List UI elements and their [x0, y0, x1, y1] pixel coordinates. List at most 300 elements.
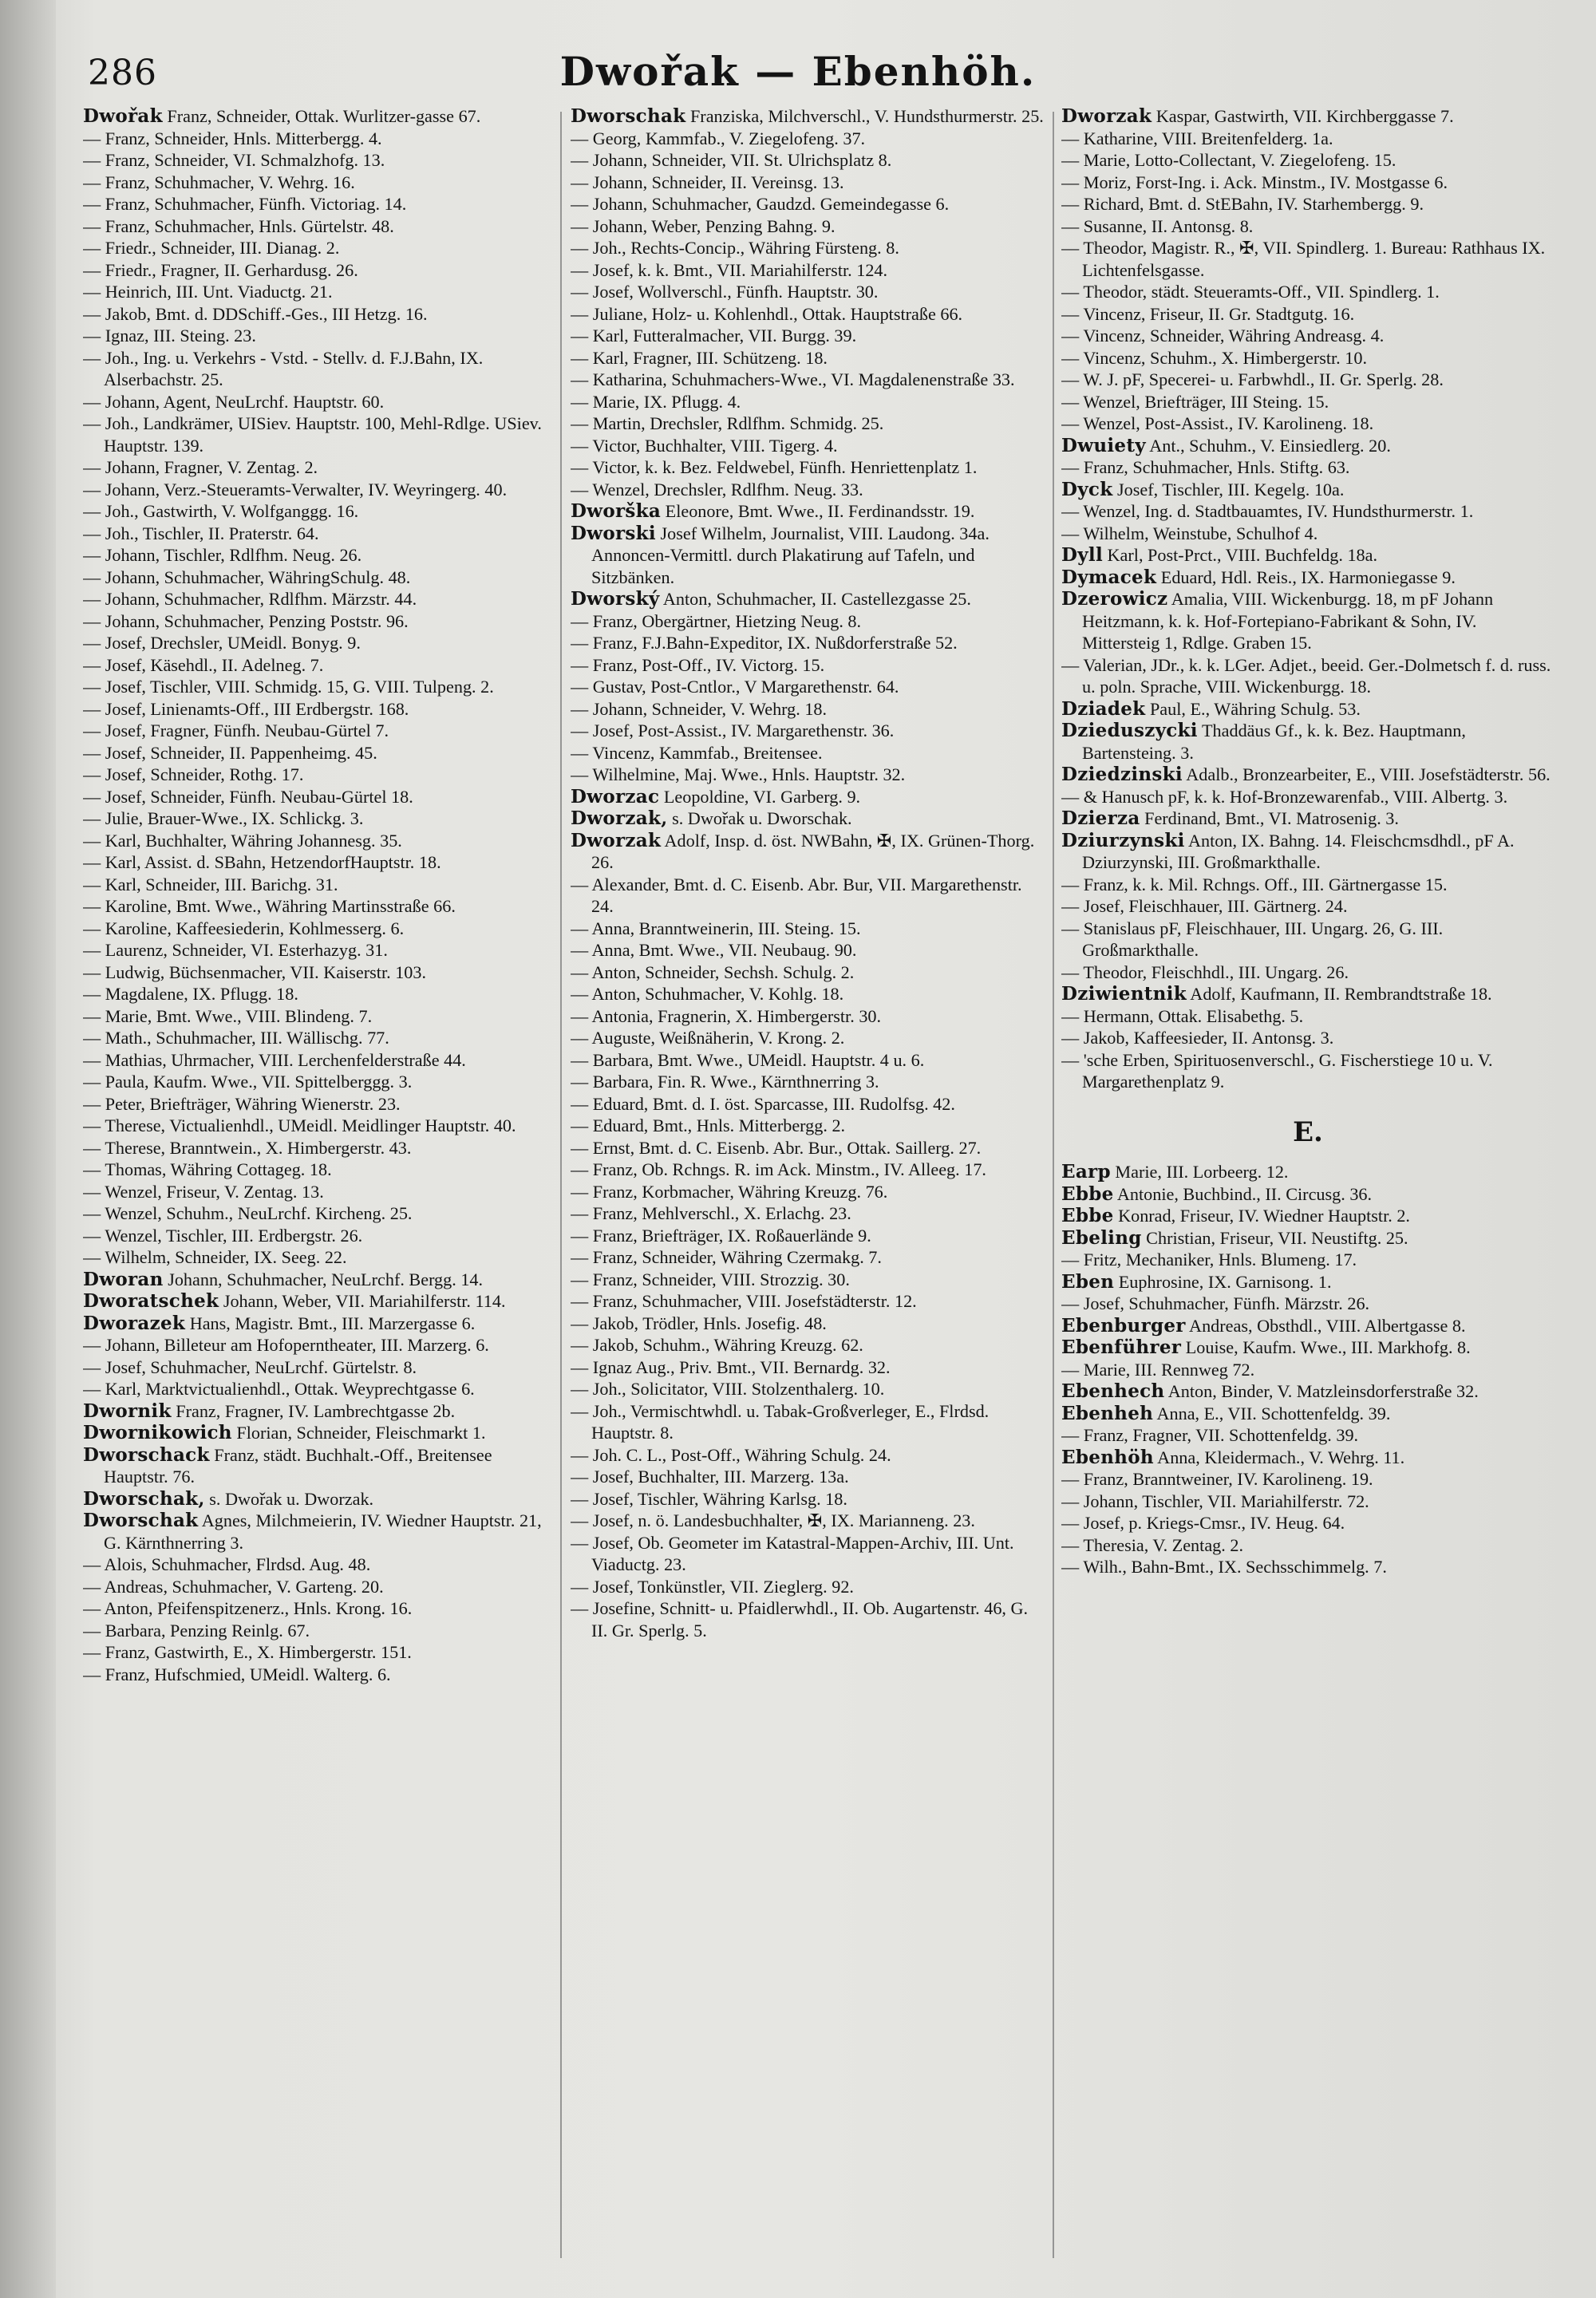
directory-entry [83, 939, 554, 961]
directory-entry [83, 1488, 554, 1510]
entry-text: Florian, Schneider, Fleischmarkt 1. [231, 1423, 486, 1443]
entry-text: — Wenzel, Drechsler, Rdlfhm. Neug. 33. [571, 479, 863, 499]
directory-entry [571, 523, 1048, 589]
directory-entry [83, 588, 554, 610]
entry-text: — Barbara, Bmt. Wwe., UMeidl. Hauptstr. 4 u. 6. [571, 1049, 925, 1070]
directory-entry [1061, 500, 1555, 523]
directory-entry [1061, 413, 1555, 435]
directory-entry [571, 1093, 1048, 1115]
entry-text: — Josef, p. Kriegs-Cmsr., IV. Heug. 64. [1061, 1513, 1345, 1533]
entry-text: — Friedr., Fragner, II. Gerhardusg. 26. [83, 259, 358, 280]
directory-entry [83, 1071, 554, 1093]
entry-text: — Josef, Schneider, Rothg. 17. [83, 764, 304, 784]
entry-text: — Franz, k. k. Mil. Rchngs. Off., III. Gärtnergasse 15. [1061, 874, 1448, 894]
directory-entry [83, 391, 554, 413]
entry-text: Kaspar, Gastwirth, VII. Kirchberggasse 7. [1152, 106, 1454, 126]
entry-text: — Victor, k. k. Bez. Feldwebel, Fünfh. Henriettenplatz 1. [571, 457, 978, 477]
entry-text: — Vincenz, Kammfab., Breitensee. [571, 742, 823, 763]
directory-column-1 [83, 105, 554, 2260]
directory-entry [571, 303, 1048, 326]
entry-text: — Wenzel, Briefträger, III Steing. 15. [1061, 391, 1329, 412]
directory-entry [571, 281, 1048, 303]
entry-text: — Antonia, Fragnerin, X. Himbergerstr. 30. [571, 1005, 882, 1026]
directory-entry [1061, 479, 1555, 501]
surname-heading: Dworschak, [83, 1487, 205, 1510]
entry-text: — Martin, Drechsler, Rdlfhm. Schmidg. 25. [571, 413, 884, 433]
directory-entry [1061, 1315, 1555, 1337]
directory-entry [83, 215, 554, 238]
entry-text: — Moriz, Forst-Ing. i. Ack. Minstm., IV. Mostgasse 6. [1061, 172, 1448, 192]
directory-entry [571, 830, 1048, 874]
surname-heading: Dziadek [1061, 697, 1146, 720]
entry-text: — 'sche Erben, Spirituosenverschl., G. Fischerstiege 10 u. V. Margarethenplatz 9. [1061, 1049, 1493, 1092]
directory-entry [571, 1576, 1048, 1598]
entry-text: Amalia, VIII. Wickenburgg. 18, m pF Johann Heitzmann, k. k. Hof-Fortepiano-Fabrikant & Sohn, IV. Mittersteig 1, Rdlge. Graben 15. [1082, 589, 1494, 653]
directory-entry [571, 1225, 1048, 1247]
entry-text: — Auguste, Weißnäherin, V. Krong. 2. [571, 1028, 845, 1048]
directory-entry [571, 500, 1048, 523]
directory-entry [83, 807, 554, 830]
directory-entry [1061, 1491, 1555, 1513]
directory-entry [1061, 786, 1555, 808]
directory-entry [83, 830, 554, 852]
entry-text: — Andreas, Schuhmacher, V. Garteng. 20. [83, 1576, 384, 1597]
directory-entry [83, 1027, 554, 1049]
entry-text: — Franz, Briefträger, IX. Roßauerlände 9. [571, 1225, 871, 1246]
entry-text: — Ignaz, III. Steing. 23. [83, 326, 256, 345]
entry-text: — Jakob, Kaffeesieder, II. Antonsg. 3. [1061, 1028, 1334, 1048]
directory-entry [83, 1664, 554, 1686]
entry-text: s. Dwořak u. Dworschak. [667, 808, 852, 828]
page-number: 286 [88, 53, 157, 93]
directory-entry [1061, 1556, 1555, 1578]
directory-column-2 [571, 105, 1048, 2260]
directory-entry [1061, 128, 1555, 150]
entry-text: — Vincenz, Schneider, Währing Andreasg. 4. [1061, 326, 1385, 345]
directory-entry [571, 1071, 1048, 1093]
entry-text: Anna, E., VII. Schottenfeldg. 39. [1153, 1403, 1391, 1423]
entry-text: Johann, Weber, VII. Mariahilferstr. 114. [219, 1291, 506, 1311]
entry-text: — Wenzel, Schuhm., NeuLrchf. Kircheng. 25. [83, 1203, 413, 1223]
entry-text: — Joh., Solicitator, VIII. Stolzenthalerg. 10. [571, 1379, 885, 1399]
surname-heading: Dworzak [571, 829, 662, 851]
entry-text: — Franz, Mehlverschl., X. Erlachg. 23. [571, 1203, 851, 1223]
directory-entry [83, 1400, 554, 1423]
entry-text: — Jakob, Trödler, Hnls. Josefig. 48. [571, 1313, 827, 1333]
directory-entry [571, 435, 1048, 457]
directory-entry [83, 149, 554, 172]
entry-text: — Josef, Fragner, Fünfh. Neubau-Gürtel 7. [83, 721, 389, 740]
directory-entry [1061, 1249, 1555, 1271]
entry-text: — Johann, Schuhmacher, Gaudzd. Gemeindegasse 6. [571, 194, 950, 214]
entry-text: — Franz, Schneider, VI. Schmalzhofg. 13. [83, 150, 385, 170]
directory-entry [1061, 369, 1555, 391]
directory-entry [83, 105, 554, 128]
directory-entry [83, 1181, 554, 1203]
column-divider [560, 112, 562, 2258]
directory-entry [571, 1049, 1048, 1072]
entry-text: — Alois, Schuhmacher, Flrdsd. Aug. 48. [83, 1554, 371, 1574]
entry-text: — Jakob, Schuhm., Währing Kreuzg. 62. [571, 1335, 863, 1355]
entry-text: Franziska, Milchverschl., V. Hundsthurmerstr. 25. [685, 106, 1044, 126]
entry-text: — Theresia, V. Zentag. 2. [1061, 1534, 1243, 1555]
surname-heading: Eben [1061, 1270, 1115, 1293]
directory-entry [83, 742, 554, 764]
surname-heading: Ebenburger [1061, 1314, 1186, 1337]
directory-entry [571, 1137, 1048, 1159]
directory-entry [571, 1159, 1048, 1181]
surname-heading: Dziurzynski [1061, 829, 1185, 851]
surname-heading: Dworschak [571, 105, 686, 127]
entry-text: — Alexander, Bmt. d. C. Eisenb. Abr. Bur, VII. Margarethenstr. 24. [571, 874, 1022, 916]
directory-entry [83, 1246, 554, 1269]
directory-entry [1061, 1337, 1555, 1359]
entry-text: — Peter, Briefträger, Währing Wienerstr. 23. [83, 1093, 401, 1114]
entry-text: — Johann, Weber, Penzing Bahng. 9. [571, 215, 836, 236]
directory-entry [1061, 391, 1555, 413]
directory-entry [1061, 830, 1555, 874]
entry-text: Adolf, Kaufmann, II. Rembrandtstraße 18. [1186, 984, 1492, 1004]
entry-text: Louise, Kaufm. Wwe., III. Markhofg. 8. [1181, 1337, 1471, 1357]
entry-text: — Anton, Pfeifenspitzenerz., Hnls. Krong. 16. [83, 1598, 413, 1618]
entry-text: Karl, Post-Prct., VIII. Buchfeldg. 18a. [1102, 545, 1378, 565]
directory-entry [571, 479, 1048, 501]
directory-entry [83, 193, 554, 215]
entry-text: — Anna, Bmt. Wwe., VII. Neubaug. 90. [571, 940, 857, 960]
directory-entry [1061, 1293, 1555, 1315]
directory-entry [571, 676, 1048, 698]
entry-text: — Franz, Fragner, VII. Schottenfeldg. 39. [1061, 1425, 1359, 1445]
entry-text: — Franz, Hufschmied, UMeidl. Walterg. 6. [83, 1664, 391, 1684]
entry-text: — Gustav, Post-Cntlor., V Margarethenstr. 64. [571, 677, 899, 697]
entry-text: — Hermann, Ottak. Elisabethg. 5. [1061, 1005, 1304, 1026]
directory-entry [83, 413, 554, 456]
entry-text: — Josef, n. ö. Landesbuchhalter, ✠, IX. Marianneng. 23. [571, 1510, 975, 1530]
directory-entry [571, 632, 1048, 654]
entry-text: Thaddäus Gf., k. k. Bez. Hauptmann, Bartensteing. 3. [1082, 721, 1466, 763]
surname-heading: Dzerowicz [1061, 588, 1168, 610]
entry-text: — Barbara, Fin. R. Wwe., Kärnthnerring 3. [571, 1072, 879, 1092]
directory-entry [571, 1532, 1048, 1576]
surname-heading: Dworška [571, 500, 662, 522]
directory-entry [571, 391, 1048, 413]
entry-text: — Juliane, Holz- u. Kohlenhdl., Ottak. Hauptstraße 66. [571, 303, 963, 324]
directory-entry [571, 1597, 1048, 1641]
directory-entry [1061, 1161, 1555, 1183]
directory-entry [1061, 1005, 1555, 1028]
directory-entry [571, 1027, 1048, 1049]
directory-entry [1061, 1049, 1555, 1093]
directory-entry [83, 720, 554, 742]
entry-text: s. Dwořak u. Dworzak. [204, 1488, 374, 1509]
directory-entry [571, 588, 1048, 610]
entry-text: Euphrosine, IX. Garnisong. 1. [1114, 1271, 1332, 1292]
entry-text: — Vincenz, Friseur, II. Gr. Stadtgutg. 16. [1061, 303, 1355, 324]
entry-text: — Josef, Schneider, II. Pappenheimg. 45. [83, 742, 377, 763]
directory-entry [1061, 237, 1555, 281]
directory-entry [571, 128, 1048, 150]
directory-entry [1061, 961, 1555, 984]
entry-text: Eleonore, Bmt. Wwe., II. Ferdinandsstr. 19. [661, 501, 975, 521]
directory-entry [1061, 303, 1555, 326]
entry-text: — Magdalene, IX. Pflugg. 18. [83, 984, 298, 1004]
directory-entry [83, 851, 554, 874]
directory-entry [571, 610, 1048, 633]
entry-text: — Josef, Linienamts-Off., III Erdbergstr. 168. [83, 698, 409, 719]
entry-text: — Wenzel, Tischler, III. Erdbergstr. 26. [83, 1225, 363, 1246]
directory-entry [1061, 588, 1555, 654]
entry-text: — Franz, Schuhmacher, VIII. Josefstädterstr. 12. [571, 1291, 917, 1311]
entry-text: — Therese, Victualienhdl., UMeidl. Meidlinger Hauptstr. 40. [83, 1115, 516, 1135]
directory-entry [571, 193, 1048, 215]
entry-text: — Wilhelm, Weinstube, Schulhof 4. [1061, 523, 1318, 543]
directory-entry [571, 1378, 1048, 1400]
directory-entry [571, 1334, 1048, 1356]
directory-entry [1061, 523, 1555, 545]
directory-entry [571, 1246, 1048, 1269]
entry-text: — Vincenz, Schuhm., X. Himbergerstr. 10. [1061, 347, 1367, 368]
entry-text: — Karl, Futteralmacher, VII. Burgg. 39. [571, 326, 857, 345]
entry-text: Christian, Friseur, VII. Neustiftg. 25. [1141, 1227, 1408, 1248]
directory-entry [571, 786, 1048, 808]
entry-text: — Joh., Gastwirth, V. Wolfganggg. 16. [83, 501, 359, 521]
directory-entry [571, 918, 1048, 940]
directory-entry [571, 1202, 1048, 1225]
entry-text: — Johann, Schuhmacher, Penzing Poststr. 96. [83, 610, 409, 631]
entry-text: — Josef, Post-Assist., IV. Margarethenstr. 36. [571, 721, 895, 740]
surname-heading: Dwořak [83, 105, 163, 127]
entry-text: — Franz, Schneider, Hnls. Mitterbergg. 4. [83, 128, 382, 148]
directory-entry [83, 500, 554, 523]
directory-entry [571, 807, 1048, 830]
surname-heading: Dworschack [83, 1443, 210, 1466]
entry-text: Anna, Kleidermach., V. Wehrg. 11. [1153, 1447, 1405, 1467]
entry-text: — Josef, Drechsler, UMeidl. Bonyg. 9. [83, 633, 361, 653]
entry-text: — Franz, Schuhmacher, V. Wehrg. 16. [83, 172, 355, 192]
directory-entry [83, 281, 554, 303]
directory-entry [83, 259, 554, 282]
directory-entry [83, 1137, 554, 1159]
entry-text: — Josef, Schuhmacher, Fünfh. Märzstr. 26. [1061, 1293, 1370, 1313]
entry-text: — Josefine, Schnitt- u. Pfaidlerwhdl., II. Ob. Augartenstr. 46, G. II. Gr. Sperlg. 5. [571, 1598, 1029, 1641]
surname-heading: Ebenheh [1061, 1402, 1154, 1424]
entry-text: — Johann, Schneider, V. Wehrg. 18. [571, 698, 828, 719]
entry-text: — Therese, Branntwein., X. Himbergerstr. 43. [83, 1137, 412, 1158]
directory-entry [571, 1269, 1048, 1291]
directory-entry [83, 895, 554, 918]
page-title: Dwořak — Ebenhöh. [559, 48, 1037, 95]
surname-heading: Dziedzinski [1061, 764, 1183, 785]
directory-entry [571, 149, 1048, 172]
directory-entry [83, 632, 554, 654]
directory-entry [571, 413, 1048, 435]
directory-entry [1061, 325, 1555, 347]
directory-entry [1061, 1205, 1555, 1227]
entry-text: — Josef, Schuhmacher, NeuLrchf. Gürtelstr. 8. [83, 1356, 417, 1377]
directory-entry [1061, 456, 1555, 479]
entry-text: — Johann, Billeteur am Hofoperntheater, III. Marzerg. 6. [83, 1335, 489, 1355]
directory-entry [571, 939, 1048, 961]
directory-entry [83, 676, 554, 698]
directory-entry [1061, 435, 1555, 457]
directory-entry [83, 1334, 554, 1356]
directory-entry [83, 347, 554, 391]
directory-entry [571, 742, 1048, 764]
directory-entry [1061, 1227, 1555, 1250]
directory-entry [1061, 567, 1555, 589]
directory-entry [571, 1356, 1048, 1379]
entry-text: Hans, Magistr. Bmt., III. Marzergasse 6. [185, 1313, 476, 1333]
directory-entry [83, 1115, 554, 1137]
entry-text: — Friedr., Schneider, III. Dianag. 2. [83, 238, 340, 258]
directory-entry [1061, 1380, 1555, 1403]
entry-text: — Eduard, Bmt. d. I. öst. Sparcasse, III. Rudolfsg. 42. [571, 1093, 955, 1114]
directory-entry [83, 567, 554, 589]
entry-text: — Franz, Schuhmacher, Hnls. Gürtelstr. 48. [83, 215, 394, 236]
directory-entry [1061, 1468, 1555, 1491]
surname-heading: Dworschak [83, 1510, 199, 1531]
entry-text: — Karoline, Kaffeesiederin, Kohlmesserg. 6. [83, 918, 405, 938]
entry-text: Marie, III. Lorbeerg. 12. [1110, 1162, 1289, 1182]
entry-text: — Josef, Ob. Geometer im Katastral-Mappen-Archiv, III. Unt. Viaductg. 23. [571, 1532, 1014, 1574]
directory-entry [571, 654, 1048, 677]
surname-heading: Dzierza [1061, 807, 1140, 829]
surname-heading: Dworski [571, 522, 656, 544]
directory-entry [571, 172, 1048, 194]
entry-text: — Marie, III. Rennweg 72. [1061, 1359, 1255, 1380]
directory-entry [571, 347, 1048, 369]
directory-entry [1061, 1534, 1555, 1557]
entry-text: — Karoline, Bmt. Wwe., Währing Martinsstraße 66. [83, 896, 456, 916]
entry-text: Paul, E., Währing Schulg. 53. [1145, 698, 1361, 719]
directory-entry [83, 456, 554, 479]
entry-text: — Katharine, VIII. Breitenfelderg. 1a. [1061, 128, 1333, 148]
directory-entry [83, 1290, 554, 1313]
directory-entry [1061, 764, 1555, 786]
entry-text: — Joh., Vermischtwhdl. u. Tabak-Großverleger, E., Flrdsd. Hauptstr. 8. [571, 1400, 990, 1443]
directory-entry [1061, 281, 1555, 303]
entry-text: — Ernst, Bmt. d. C. Eisenb. Abr. Bur., Ottak. Saillerg. 27. [571, 1137, 982, 1158]
directory-entry [1061, 1424, 1555, 1447]
entry-text: — Franz, Ob. Rchngs. R. im Ack. Minstm., IV. Alleeg. 17. [571, 1159, 986, 1179]
directory-entry [1061, 807, 1555, 830]
entry-text: — Susanne, II. Antonsg. 8. [1061, 215, 1254, 236]
entry-text: — Josef, Wollverschl., Fünfh. Hauptstr. 30. [571, 282, 879, 302]
directory-entry [571, 1488, 1048, 1510]
directory-entry [571, 1005, 1048, 1028]
entry-text: Andreas, Obsthdl., VIII. Albertgasse 8. [1185, 1315, 1466, 1336]
directory-entry [571, 259, 1048, 282]
surname-heading: Dworzak [1061, 105, 1152, 127]
directory-entry [1061, 1403, 1555, 1425]
directory-entry [83, 1159, 554, 1181]
entry-text: — Johann, Schuhmacher, WähringSchulg. 48. [83, 567, 411, 587]
entry-text: — Richard, Bmt. d. StEBahn, IV. Starhembergg. 9. [1061, 194, 1424, 214]
entry-text: — Johann, Schneider, VII. St. Ulrichsplatz 8. [571, 150, 892, 170]
entry-text: Agnes, Milchmeierin, IV. Wiedner Hauptstr. 21, G. Kärnthnerring 3. [104, 1510, 542, 1553]
directory-entry [571, 1290, 1048, 1313]
entry-text: — Joh., Ing. u. Verkehrs - Vstd. - Stellv. d. F.J.Bahn, IX. Alserbachstr. 25. [83, 347, 484, 389]
directory-entry [571, 1444, 1048, 1467]
directory-entry [83, 1202, 554, 1225]
directory-entry [83, 523, 554, 545]
directory-entry [83, 698, 554, 721]
directory-entry [1061, 149, 1555, 172]
entry-text: — Theodor, städt. Steueramts-Off., VII. Spindlerg. 1. [1061, 282, 1440, 302]
entry-text: — Victor, Buchhalter, VIII. Tigerg. 4. [571, 435, 838, 456]
directory-entry [83, 1225, 554, 1247]
entry-text: Franz, städt. Buchhalt.-Off., Breitensee Hauptstr. 76. [104, 1444, 492, 1487]
surname-heading: Ebeling [1061, 1226, 1142, 1249]
directory-entry [571, 874, 1048, 918]
directory-entry [83, 1444, 554, 1488]
entry-text: — Laurenz, Schneider, VI. Esterhazyg. 31. [83, 940, 388, 960]
directory-entry [1061, 698, 1555, 721]
entry-text: — Ignaz Aug., Priv. Bmt., VII. Bernardg. 32. [571, 1356, 891, 1377]
entry-text: — Josef, Fleischhauer, III. Gärtnerg. 24. [1061, 896, 1348, 916]
directory-entry [83, 1510, 554, 1554]
entry-text: Konrad, Friseur, IV. Wiedner Hauptstr. 2. [1113, 1206, 1410, 1226]
entry-text: — Josef, Buchhalter, III. Marzerg. 13a. [571, 1467, 849, 1487]
entry-text: — Franz, Obergärtner, Hietzing Neug. 8. [571, 610, 862, 631]
entry-text: — Joh. C. L., Post-Off., Währing Schulg. 24. [571, 1444, 891, 1465]
surname-heading: Ebenhech [1061, 1380, 1165, 1402]
entry-text: — Barbara, Penzing Reinlg. 67. [83, 1620, 310, 1641]
directory-entry [83, 1093, 554, 1115]
directory-entry [571, 1181, 1048, 1203]
directory-entry [1061, 544, 1555, 567]
directory-entry [1061, 1183, 1555, 1206]
directory-entry [83, 1620, 554, 1642]
surname-heading: Dwornikowich [83, 1422, 232, 1443]
entry-text: — Anton, Schneider, Sechsh. Schulg. 2. [571, 961, 855, 982]
entry-text: — Franz, Korbmacher, Währing Kreuzg. 76. [571, 1181, 888, 1202]
directory-entry [83, 325, 554, 347]
directory-entry [1061, 347, 1555, 369]
directory-entry [1061, 215, 1555, 238]
directory-entry [83, 1313, 554, 1335]
entry-text: — Karl, Marktvictualienhdl., Ottak. Weyprechtgasse 6. [83, 1379, 475, 1399]
entry-text: Ant., Schuhm., V. Einsiedlerg. 20. [1145, 435, 1391, 456]
entry-text: — Josef, Tischler, VIII. Schmidg. 15, G. VIII. Tulpeng. 2. [83, 677, 494, 697]
entry-text: — Wilh., Bahn-Bmt., IX. Sechsschimmelg. 7. [1061, 1557, 1387, 1577]
entry-text: — Karl, Schneider, III. Barichg. 31. [83, 874, 338, 894]
entry-text: — Eduard, Bmt., Hnls. Mitterbergg. 2. [571, 1115, 846, 1135]
entry-text: — Johann, Fragner, V. Zentag. 2. [83, 457, 318, 477]
entry-text: — Franz, Schneider, Währing Czermakg. 7. [571, 1247, 882, 1267]
entry-text: Anton, Binder, V. Matzleinsdorferstraße 32. [1164, 1381, 1479, 1401]
directory-entry [83, 610, 554, 633]
entry-text: — Paula, Kaufm. Wwe., VII. Spittelberggg. 3. [83, 1072, 413, 1092]
entry-text: Anton, IX. Bahng. 14. Fleischcmsdhdl., pF A. Dziurzynski, III. Großmarkthalle. [1082, 830, 1515, 872]
directory-entry [571, 237, 1048, 259]
directory-entry [83, 786, 554, 808]
directory-entry [1061, 1271, 1555, 1293]
directory-entry [1061, 720, 1555, 764]
directory-entry [571, 1115, 1048, 1137]
surname-heading: Dworan [83, 1268, 164, 1290]
directory-entry [83, 1597, 554, 1620]
directory-entry [571, 698, 1048, 721]
entry-text: — Karl, Buchhalter, Währing Johannesg. 35. [83, 830, 402, 851]
directory-entry [571, 961, 1048, 984]
entry-text: — Johann, Agent, NeuLrchf. Hauptstr. 60. [83, 391, 385, 412]
directory-entry [83, 479, 554, 501]
directory-entry [571, 1510, 1048, 1532]
entry-text: — Julie, Brauer-Wwe., IX. Schlickg. 3. [83, 808, 364, 828]
directory-entry [1061, 983, 1555, 1005]
entry-text: — Johann, Tischler, VII. Mariahilferstr. 72. [1061, 1491, 1369, 1511]
